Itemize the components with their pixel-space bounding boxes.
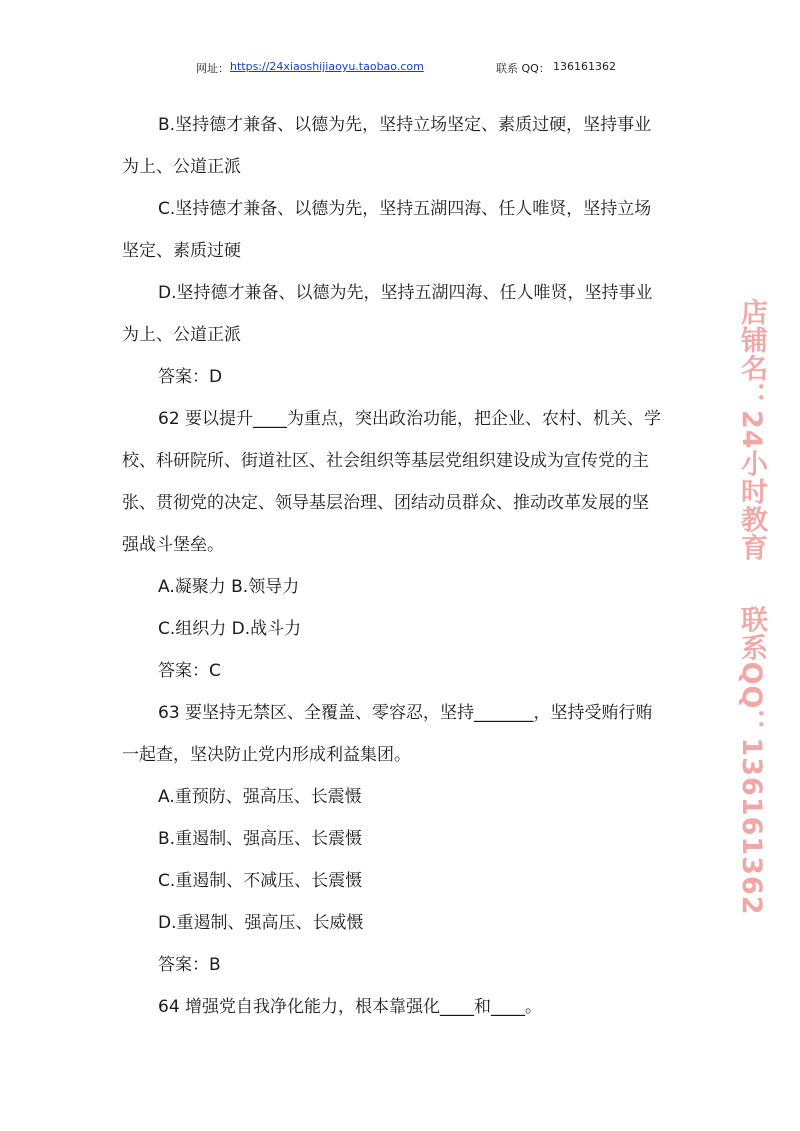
option-b-line: B.坚持德才兼备、以德为先，坚持立场坚定、素质过硬，坚持事业 [158, 115, 652, 135]
question-63-option-c: C.重遏制、不减压、长震慑 [158, 871, 363, 891]
question-64: 64 增强党自我净化能力，根本靠强化____和____。 [158, 997, 543, 1017]
question-62-options-ab: A.凝聚力 B.领导力 [158, 577, 300, 597]
site-label: 网址： [196, 62, 229, 75]
document-body [122, 104, 688, 1028]
question-63-option-a: A.重预防、强高压、长震慑 [158, 787, 362, 807]
watermark-shop: 店铺名：24小时教育 [736, 298, 767, 562]
qq-value: 136161362 [553, 60, 616, 73]
question-62: 62 要以提升____为重点，突出政治功能，把企业、农村、机关、学 [158, 409, 662, 429]
question-62-continuation: 校、科研院所、街道社区、社会组织等基层党组织建设成为宣传党的主 [122, 451, 649, 471]
question-62-continuation: 强战斗堡垒。 [122, 535, 224, 555]
watermark-qq: 联系QQ：136161362 [736, 605, 767, 916]
option-b-continuation: 为上、公道正派 [122, 157, 241, 177]
answer-63: 答案：B [158, 955, 221, 975]
question-62-options-cd: C.组织力 D.战斗力 [158, 619, 302, 639]
answer-62: 答案：C [158, 661, 221, 681]
question-63: 63 要坚持无禁区、全覆盖、零容忍，坚持_______，坚持受贿行贿 [158, 703, 653, 723]
qq-label: 联系 QQ： [496, 62, 550, 75]
answer-61: 答案：D [158, 367, 223, 387]
page-header [0, 58, 800, 78]
question-63-option-b: B.重遏制、强高压、长震慑 [158, 829, 363, 849]
option-c-line: C.坚持德才兼备、以德为先，坚持五湖四海、任人唯贤，坚持立场 [158, 199, 652, 219]
option-c-continuation: 坚定、素质过硬 [122, 241, 241, 261]
question-63-option-d: D.重遏制、强高压、长威慑 [158, 913, 364, 933]
watermark [727, 298, 771, 916]
question-62-continuation: 张、贯彻党的决定、领导基层治理、团结动员群众、推动改革发展的坚 [122, 493, 649, 513]
option-d-continuation: 为上、公道正派 [122, 325, 241, 345]
question-63-continuation: 一起查，坚决防止党内形成利益集团。 [122, 745, 411, 765]
option-d-line: D.坚持德才兼备、以德为先，坚持五湖四海、任人唯贤，坚持事业 [158, 283, 653, 303]
site-link[interactable]: https://24xiaoshijiaoyu.taobao.com [230, 60, 424, 73]
